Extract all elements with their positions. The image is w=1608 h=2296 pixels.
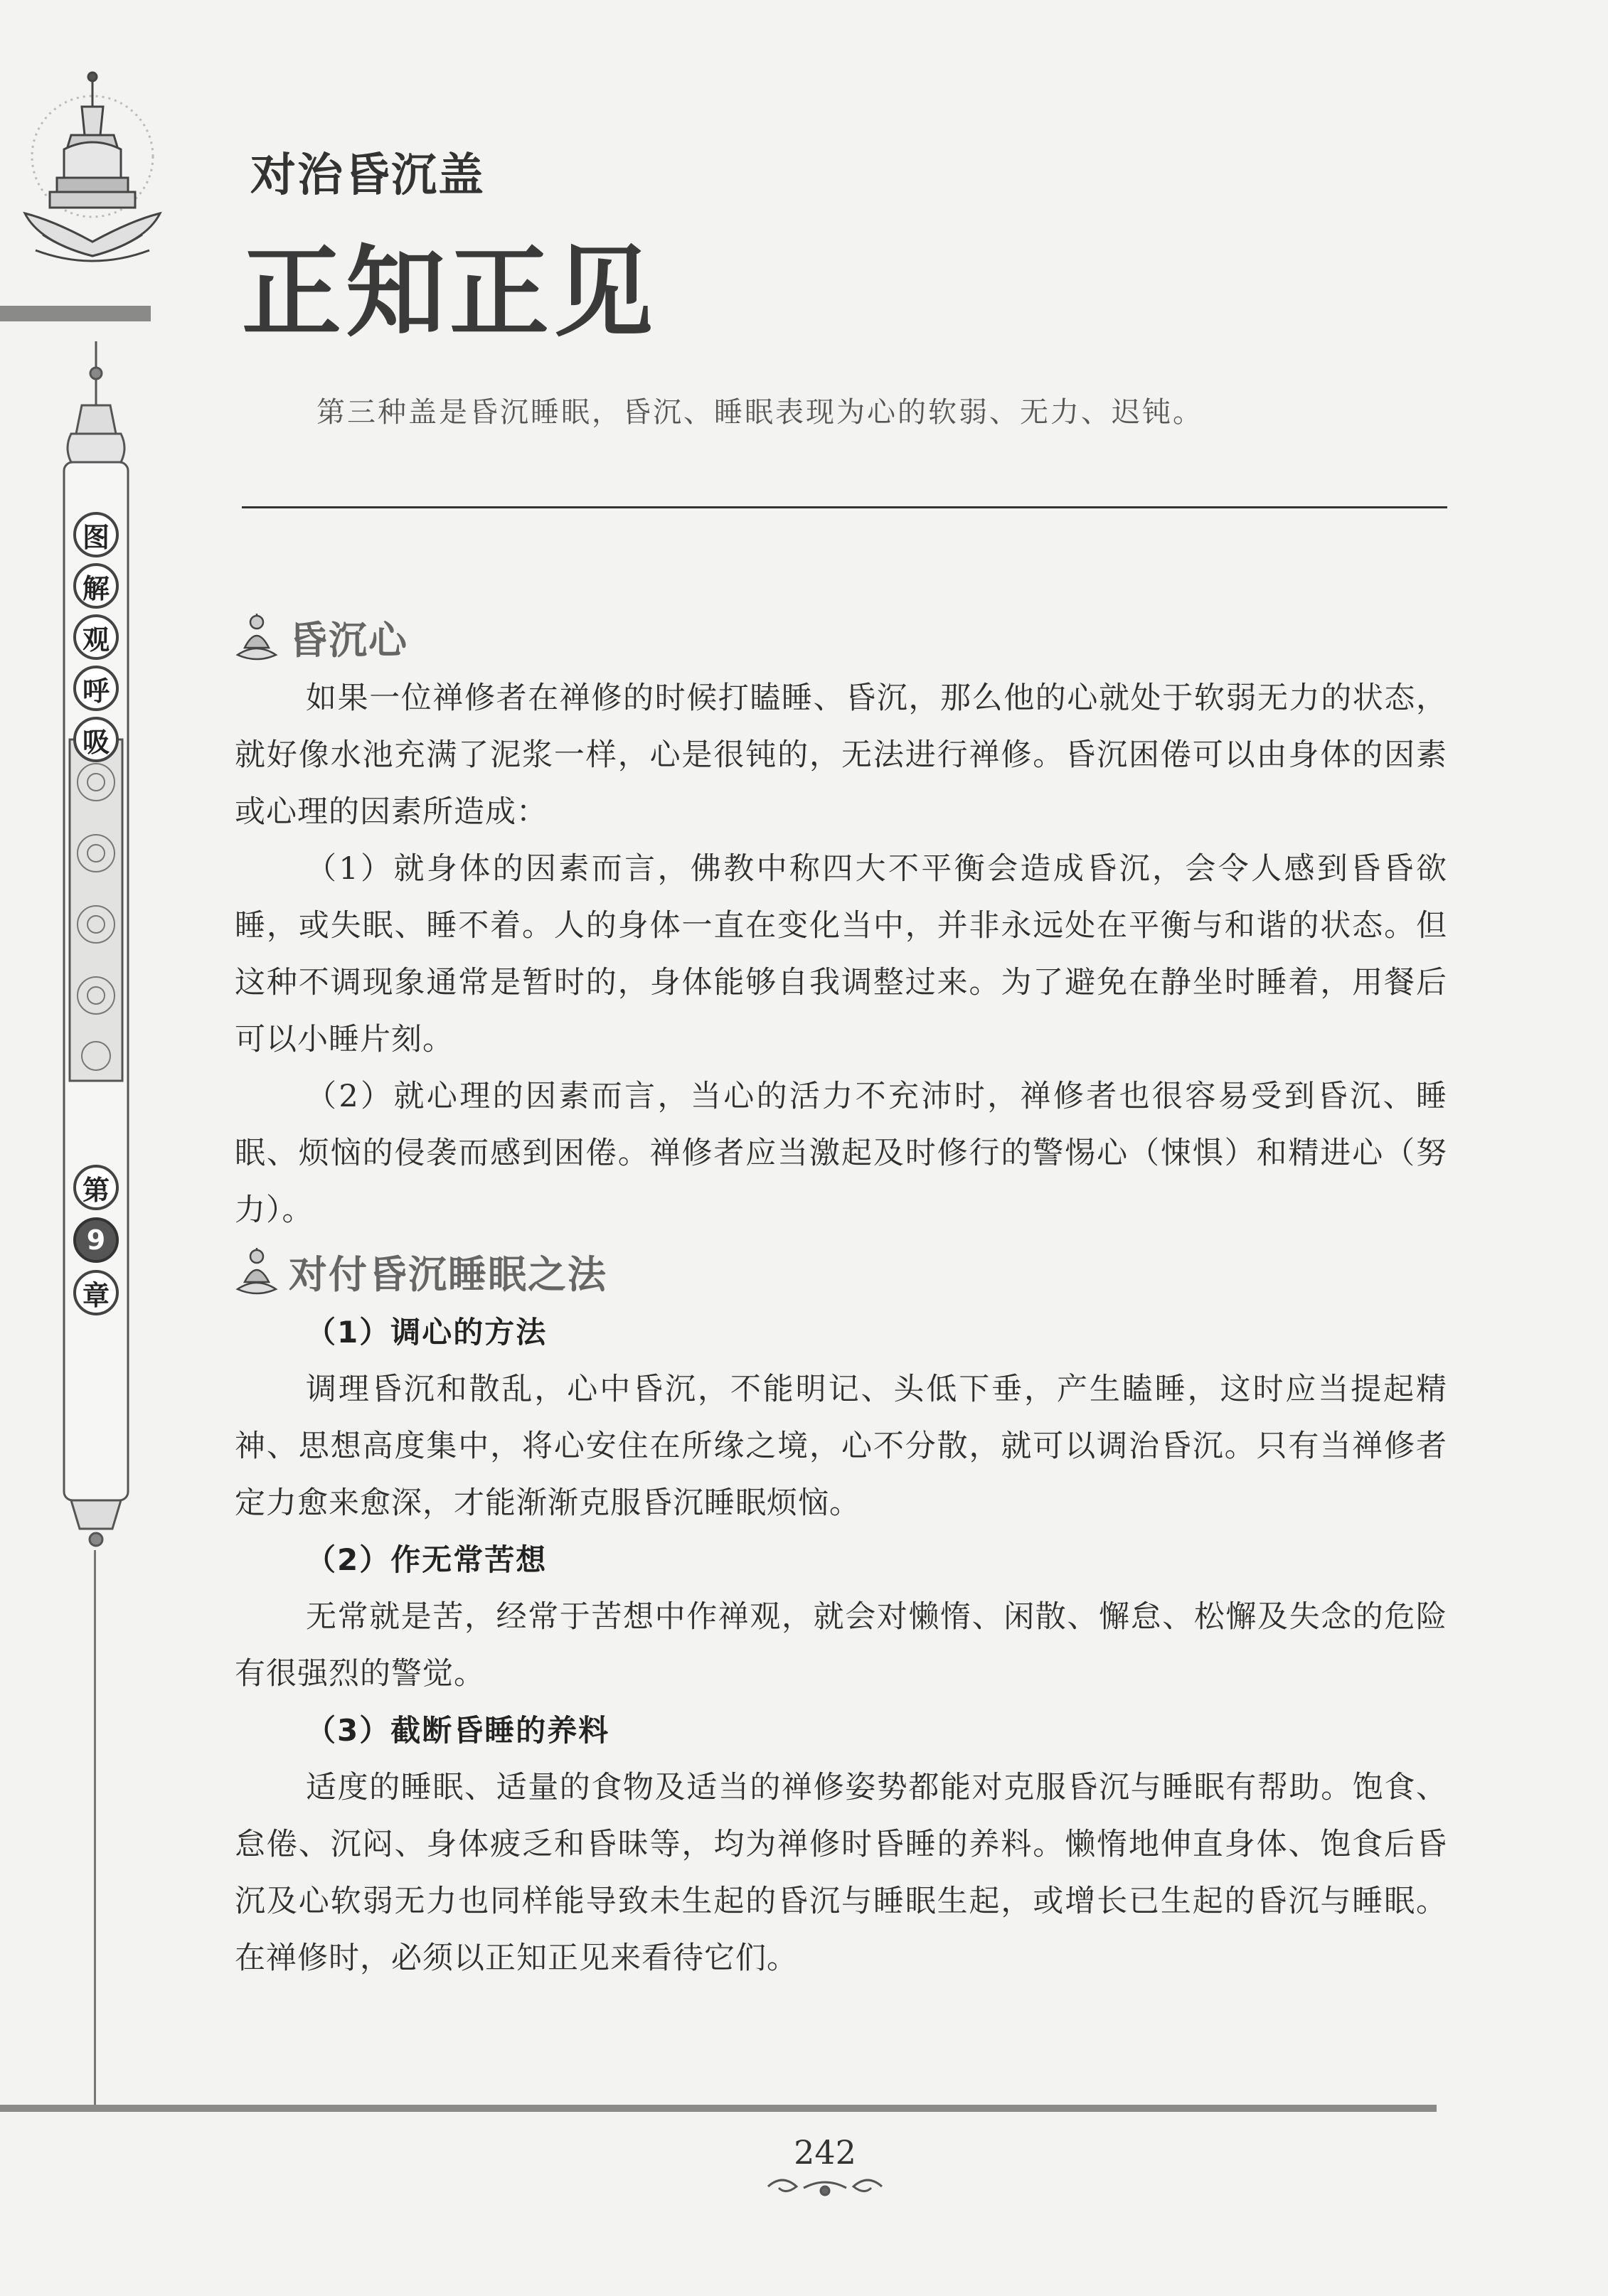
main-content [235,604,1447,1987]
side-chapter-char: 章 [73,1270,119,1315]
stupa-lotus-icon [14,64,164,284]
side-book-char: 图 [73,512,119,557]
side-chapter-number: 9 [73,1217,119,1263]
section-heading [235,1239,1447,1304]
paragraph: 适度的睡眠、适量的食物及适当的禅修姿势都能对克服昏沉与睡眠有帮助。饱食、怠倦、沉闷、身体疲乏和昏昧等，均为禅修时昏睡的养料。懒惰地伸直身体、饱食后昏沉及心软弱无力也同样能导致未生起的昏沉与睡眠生起，或增长已生起的昏沉与睡眠。在禅修时，必须以正知正见来看待它们。 [235,1770,1447,1976]
subsection-title: （1）调心的方法 [306,1315,548,1350]
paragraph: 无常就是苦，经常于苦想中作禅观，就会对懒惰、闲散、懈怠、松懈及失念的危险有很强烈的警觉。 [235,1599,1447,1692]
intro-text: 第三种盖是昏沉睡眠，昏沉、睡眠表现为心的软弱、无力、迟钝。 [316,396,1203,429]
subsection-title: （3）截断昏睡的养料 [306,1713,610,1748]
page-number: 242 [794,2133,856,2172]
header-divider [242,506,1447,508]
meditating-figure-icon [235,612,279,662]
meditating-figure-icon [235,1246,279,1296]
section-title: 昏沉心 [289,616,408,663]
side-book-char: 解 [73,563,119,609]
section-heading [235,604,1447,670]
side-vertical-line [94,1550,96,2112]
section-title: 对付昏沉睡眠之法 [289,1251,607,1297]
page-subtitle: 对治昏沉盖 [250,149,485,202]
side-book-char: 观 [73,614,119,660]
footer-bar [0,2105,1437,2112]
side-book-char: 吸 [73,717,119,762]
paragraph: 如果一位禅修者在禅修的时候打瞌睡、昏沉，那么他的心就处于软弱无力的状态，就好像水池充满了泥浆一样，心是很钝的，无法进行禅修。昏沉困倦可以由身体的因素或心理的因素所造成： [235,680,1447,830]
subsection-title: （2）作无常苦想 [306,1542,548,1577]
paragraph: （1）就身体的因素而言，佛教中称四大不平衡会造成昏沉，会令人感到昏昏欲睡，或失眠、睡不着。人的身体一直在变化当中，并非永远处在平衡与和谐的状态。但这种不调现象通常是暂时的，身体能够自我调整过来。为了避免在静坐时睡着，用餐后可以小睡片刻。 [235,851,1447,1057]
side-chapter-char: 第 [73,1165,119,1210]
paragraph: （2）就心理的因素而言，当心的活力不充沛时，禅修者也很容易受到昏沉、睡眠、烦恼的侵袭而感到困倦。禅修者应当激起及时修行的警惕心（悚惧）和精进心（努力）。 [235,1079,1447,1228]
page-title: 正知正见 [242,235,658,351]
left-header-bar [0,306,151,321]
paragraph: 调理昏沉和散乱，心中昏沉，不能明记、头低下垂，产生瞌睡，这时应当提起精神、思想高度集中，将心安住在所缘之境，心不分散，就可以调治昏沉。只有当禅修者定力愈来愈深，才能渐渐克服昏沉睡眠烦恼。 [235,1372,1447,1521]
footer-scroll-ornament-icon [761,2172,889,2201]
side-book-char: 呼 [73,666,119,711]
